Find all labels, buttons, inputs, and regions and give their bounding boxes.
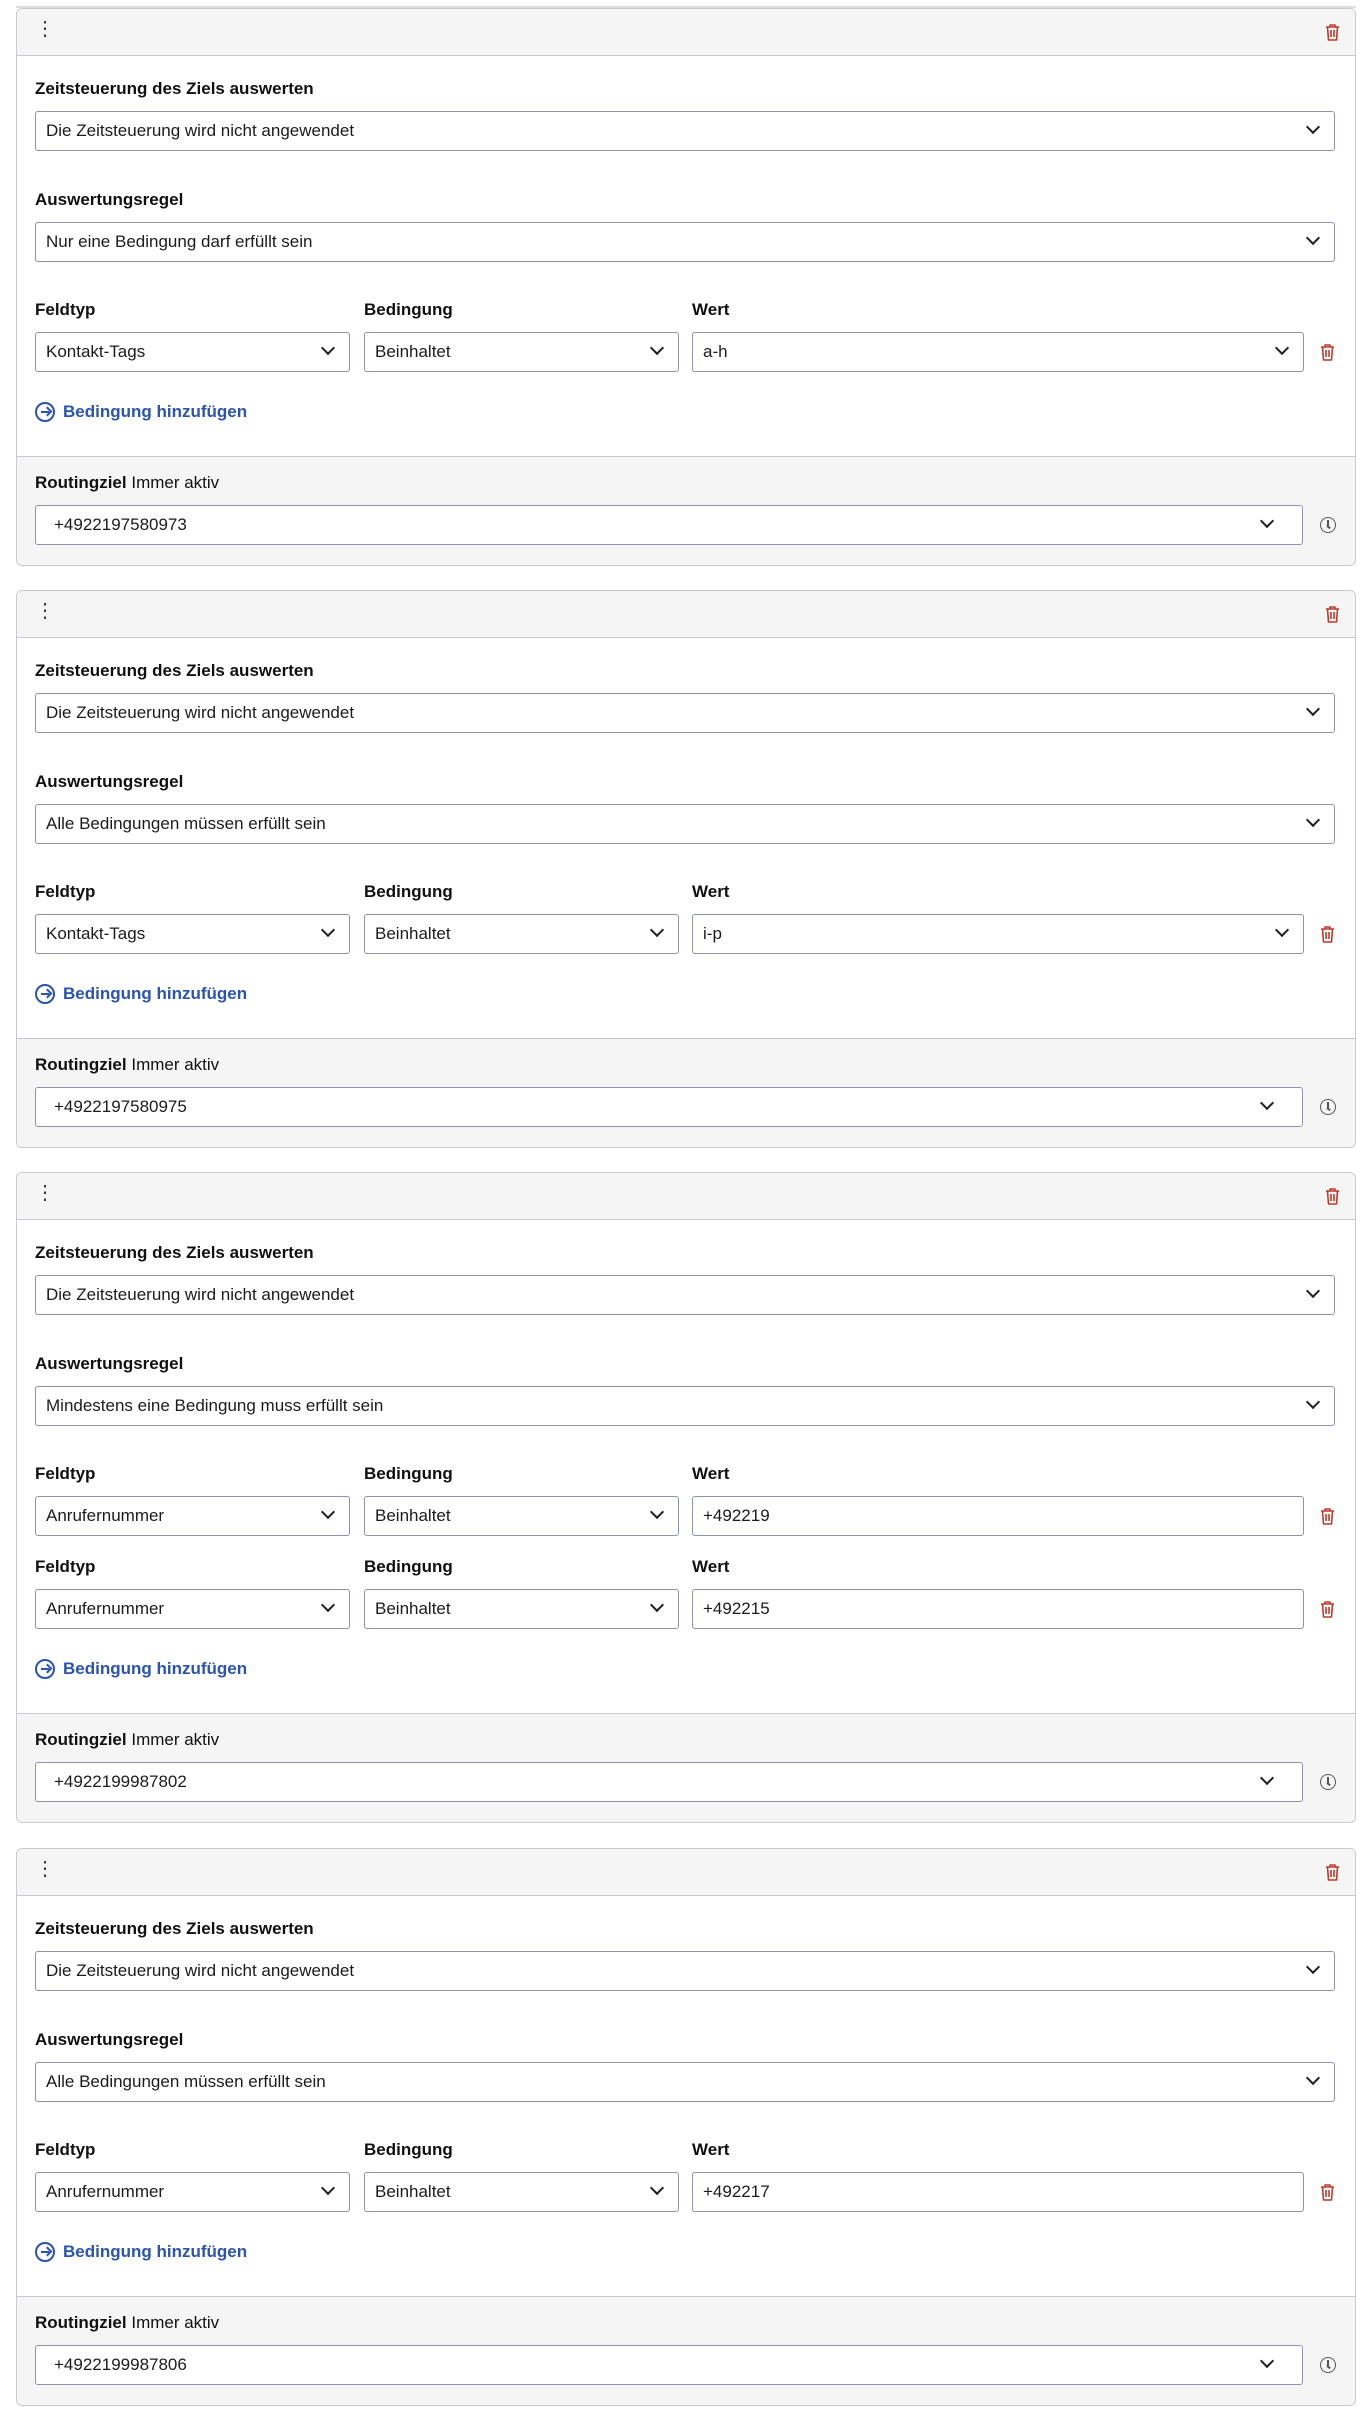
arrow-circle-right-icon: [35, 2242, 55, 2262]
eval-rule-value: Nur eine Bedingung darf erfüllt sein: [46, 232, 313, 251]
routing-target-label: [35, 1055, 219, 1075]
chevron-down-icon: [1260, 1096, 1274, 1110]
routing-rule-card: [16, 1172, 1356, 1823]
condition-value: Beinhaltet: [375, 342, 451, 361]
chevron-down-icon: [1275, 923, 1289, 937]
condition-value-text: a-h: [703, 342, 728, 361]
eval-rule-label: Auswertungsregel: [35, 1354, 184, 1373]
delete-condition-icon[interactable]: [1320, 1507, 1334, 1524]
chevron-down-icon: [1275, 341, 1289, 355]
add-condition-button[interactable]: [35, 1659, 247, 1679]
time-control-label: Zeitsteuerung des Ziels auswerten: [35, 661, 314, 680]
value-label: Wert: [692, 1557, 730, 1576]
eval-rule-label: Auswertungsregel: [35, 190, 184, 209]
condition-select[interactable]: [364, 332, 679, 372]
delete-rule-icon[interactable]: [1325, 605, 1339, 622]
delete-condition-icon[interactable]: [1320, 925, 1334, 942]
eval-rule-label: Auswertungsregel: [35, 2030, 184, 2049]
arrow-circle-right-icon: [35, 402, 55, 422]
time-control-label: Zeitsteuerung des Ziels auswerten: [35, 1243, 314, 1262]
always-active-text: Immer aktiv: [131, 473, 220, 492]
chevron-down-icon: [650, 1598, 664, 1612]
rule-card-header: [17, 1173, 1355, 1220]
condition-label: Bedingung: [364, 882, 453, 901]
add-condition-button[interactable]: [35, 984, 247, 1004]
chevron-down-icon: [650, 1505, 664, 1519]
add-condition-button[interactable]: [35, 2242, 247, 2262]
add-condition-label: Bedingung hinzufügen: [63, 402, 248, 421]
rule-card-header: [17, 591, 1355, 638]
routing-target-title: Routingziel: [35, 1055, 127, 1074]
eval-rule-select[interactable]: [35, 804, 1335, 844]
condition-value-text: +492219: [703, 1506, 770, 1525]
chevron-down-icon: [1306, 120, 1320, 134]
chevron-down-icon: [321, 2181, 335, 2195]
rule-card-header: [17, 1849, 1355, 1896]
field-type-label: Feldtyp: [35, 882, 96, 901]
arrow-circle-right-icon: [35, 1659, 55, 1679]
eval-rule-value: Alle Bedingungen müssen erfüllt sein: [46, 814, 326, 833]
routing-target-value: +4922199987802: [54, 1772, 187, 1791]
routing-target-select[interactable]: [35, 1762, 1303, 1802]
condition-value-text: +492217: [703, 2182, 770, 2201]
delete-rule-icon[interactable]: [1325, 23, 1339, 40]
field-type-select[interactable]: [35, 1589, 350, 1629]
chevron-down-icon: [321, 923, 335, 937]
routing-rule-card: [16, 590, 1356, 1148]
chevron-down-icon: [1306, 1395, 1320, 1409]
chevron-down-icon: [1306, 813, 1320, 827]
chevron-down-icon: [1306, 231, 1320, 245]
eval-rule-label: Auswertungsregel: [35, 772, 184, 791]
chevron-down-icon: [1306, 1284, 1320, 1298]
condition-label: Bedingung: [364, 1557, 453, 1576]
value-label: Wert: [692, 300, 730, 319]
value-label: Wert: [692, 882, 730, 901]
time-control-value: Die Zeitsteuerung wird nicht angewendet: [46, 703, 355, 722]
field-type-value: Anrufernummer: [46, 2182, 165, 2201]
chevron-down-icon: [650, 341, 664, 355]
routing-target-section: [17, 456, 1355, 566]
chevron-down-icon: [321, 341, 335, 355]
field-type-value: Kontakt-Tags: [46, 924, 146, 943]
value-input[interactable]: [692, 1496, 1304, 1536]
drag-handle-icon[interactable]: ⋮: [35, 600, 55, 622]
add-condition-label: Bedingung hinzufügen: [63, 984, 248, 1003]
routing-target-select[interactable]: [35, 2345, 1303, 2385]
condition-label: Bedingung: [364, 2140, 453, 2159]
add-condition-label: Bedingung hinzufügen: [63, 2242, 248, 2261]
value-input[interactable]: [692, 2172, 1304, 2212]
field-type-label: Feldtyp: [35, 1557, 96, 1576]
time-control-select[interactable]: [35, 693, 1335, 733]
field-type-label: Feldtyp: [35, 1464, 96, 1483]
chevron-down-icon: [1306, 1960, 1320, 1974]
delete-condition-icon[interactable]: [1320, 1600, 1334, 1617]
condition-value: Beinhaltet: [375, 924, 451, 943]
routing-rule-card: [16, 1848, 1356, 2406]
condition-select[interactable]: [364, 1589, 679, 1629]
routing-target-value: +4922197580975: [54, 1097, 187, 1116]
routing-target-value: +4922199987806: [54, 2355, 187, 2374]
add-condition-label: Bedingung hinzufügen: [63, 1659, 248, 1678]
condition-value-text: i-p: [703, 924, 722, 943]
field-type-select[interactable]: [35, 332, 350, 372]
chevron-down-icon: [650, 923, 664, 937]
rule-card-header: [17, 9, 1355, 56]
drag-handle-icon[interactable]: ⋮: [35, 1858, 55, 1880]
field-type-value: Kontakt-Tags: [46, 342, 146, 361]
field-type-value: Anrufernummer: [46, 1506, 165, 1525]
chevron-down-icon: [1306, 2071, 1320, 2085]
condition-value: Beinhaltet: [375, 2182, 451, 2201]
always-active-text: Immer aktiv: [131, 1055, 220, 1074]
value-label: Wert: [692, 1464, 730, 1483]
clock-icon[interactable]: [1320, 2357, 1336, 2373]
drag-handle-icon[interactable]: ⋮: [35, 18, 55, 40]
routing-target-label: [35, 2313, 219, 2333]
drag-handle-icon[interactable]: ⋮: [35, 1182, 55, 1204]
eval-rule-select[interactable]: [35, 222, 1335, 262]
time-control-select[interactable]: [35, 1275, 1335, 1315]
always-active-text: Immer aktiv: [131, 1730, 220, 1749]
field-type-select[interactable]: [35, 2172, 350, 2212]
arrow-circle-right-icon: [35, 984, 55, 1004]
field-type-label: Feldtyp: [35, 300, 96, 319]
chevron-down-icon: [650, 2181, 664, 2195]
routing-target-value: +4922197580973: [54, 515, 187, 534]
value-select[interactable]: [692, 332, 1304, 372]
value-input[interactable]: [692, 1589, 1304, 1629]
routing-target-select[interactable]: [35, 505, 1303, 545]
chevron-down-icon: [321, 1598, 335, 1612]
condition-select[interactable]: [364, 914, 679, 954]
eval-rule-select[interactable]: [35, 1386, 1335, 1426]
always-active-text: Immer aktiv: [131, 2313, 220, 2332]
routing-rule-card: [16, 8, 1356, 566]
eval-rule-value: Alle Bedingungen müssen erfüllt sein: [46, 2072, 326, 2091]
condition-label: Bedingung: [364, 1464, 453, 1483]
routing-target-section: [17, 1713, 1355, 1823]
condition-select[interactable]: [364, 2172, 679, 2212]
field-type-value: Anrufernummer: [46, 1599, 165, 1618]
field-type-label: Feldtyp: [35, 2140, 96, 2159]
add-condition-button[interactable]: [35, 402, 247, 422]
routing-target-title: Routingziel: [35, 1730, 127, 1749]
condition-select[interactable]: [364, 1496, 679, 1536]
field-type-select[interactable]: [35, 1496, 350, 1536]
routing-target-label: [35, 1730, 219, 1750]
delete-condition-icon[interactable]: [1320, 2183, 1334, 2200]
delete-rule-icon[interactable]: [1325, 1187, 1339, 1204]
chevron-down-icon: [321, 1505, 335, 1519]
chevron-down-icon: [1260, 1771, 1274, 1785]
time-control-select[interactable]: [35, 1951, 1335, 1991]
clock-icon[interactable]: [1320, 1774, 1336, 1790]
eval-rule-select[interactable]: [35, 2062, 1335, 2102]
routing-target-title: Routingziel: [35, 473, 127, 492]
time-control-value: Die Zeitsteuerung wird nicht angewendet: [46, 121, 355, 140]
clock-icon[interactable]: [1320, 517, 1336, 533]
chevron-down-icon: [1260, 2354, 1274, 2368]
field-type-select[interactable]: [35, 914, 350, 954]
routing-target-section: [17, 1038, 1355, 1148]
time-control-label: Zeitsteuerung des Ziels auswerten: [35, 1919, 314, 1938]
time-control-select[interactable]: [35, 111, 1335, 151]
chevron-down-icon: [1260, 514, 1274, 528]
condition-value: Beinhaltet: [375, 1506, 451, 1525]
condition-value: Beinhaltet: [375, 1599, 451, 1618]
time-control-value: Die Zeitsteuerung wird nicht angewendet: [46, 1961, 355, 1980]
eval-rule-value: Mindestens eine Bedingung muss erfüllt sein: [46, 1396, 384, 1415]
routing-target-title: Routingziel: [35, 2313, 127, 2332]
chevron-down-icon: [1306, 702, 1320, 716]
routing-target-select[interactable]: [35, 1087, 1303, 1127]
clock-icon[interactable]: [1320, 1099, 1336, 1115]
routing-target-section: [17, 2296, 1355, 2406]
delete-rule-icon[interactable]: [1325, 1863, 1339, 1880]
value-select[interactable]: [692, 914, 1304, 954]
value-label: Wert: [692, 2140, 730, 2159]
time-control-label: Zeitsteuerung des Ziels auswerten: [35, 79, 314, 98]
delete-condition-icon[interactable]: [1320, 343, 1334, 360]
routing-target-label: [35, 473, 219, 493]
condition-value-text: +492215: [703, 1599, 770, 1618]
time-control-value: Die Zeitsteuerung wird nicht angewendet: [46, 1285, 355, 1304]
condition-label: Bedingung: [364, 300, 453, 319]
